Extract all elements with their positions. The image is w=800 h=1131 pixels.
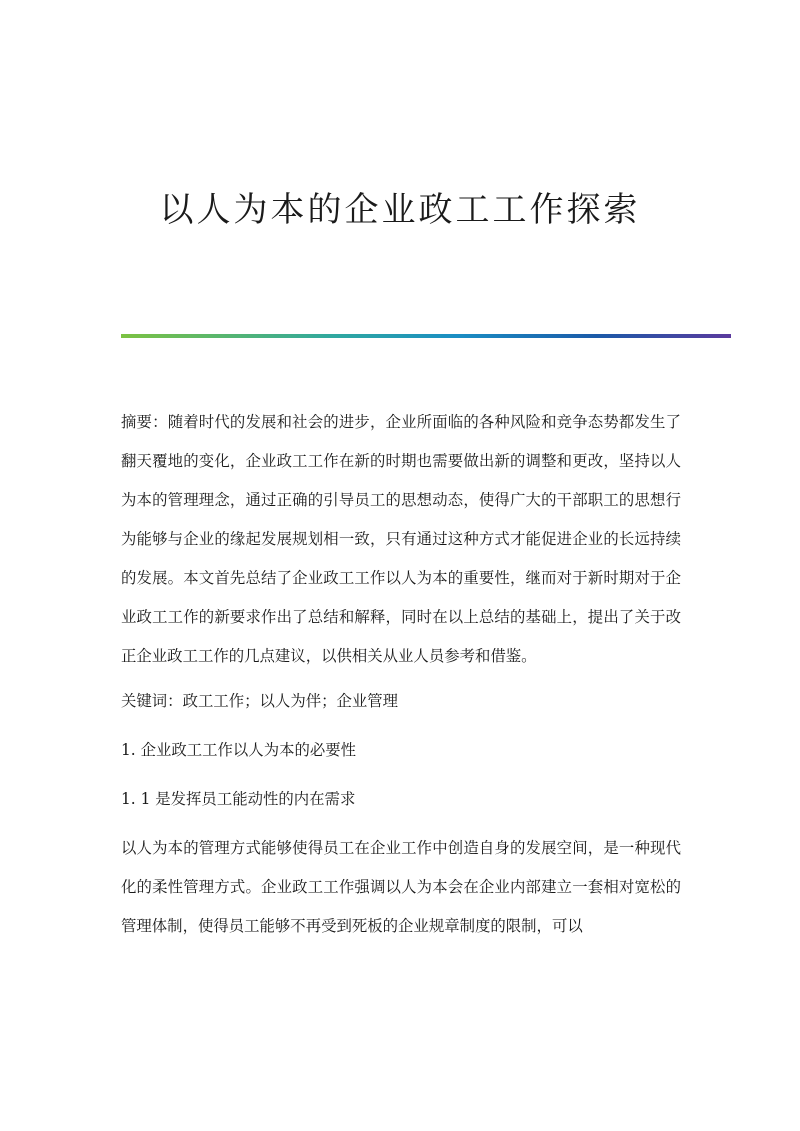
- keywords-label: 关键词：: [121, 692, 183, 710]
- document-body: [121, 403, 681, 946]
- title-divider: [121, 334, 731, 338]
- keywords-text: 政工工作；以人为伴；企业管理: [182, 692, 399, 710]
- section-heading-1: 1. 企业政工工作以人为本的必要性: [121, 741, 357, 759]
- section-1-1-paragraph: 以人为本的管理方式能够使得员工在企业工作中创造自身的发展空间，是一种现代化的柔性管理方式。企业政工工作强调以人为本会在企业内部建立一套相对宽松的管理体制，使得员工能够不再受到死板的企业规章制度的限制，可以: [121, 839, 681, 935]
- abstract-label: 摘要：: [121, 413, 168, 431]
- document-title: 以人为本的企业政工工作探索: [159, 190, 641, 230]
- abstract-text: 随着时代的发展和社会的进步，企业所面临的各种风险和竞争态势都发生了翻天覆地的变化，企业政工工作在新的时期也需要做出新的调整和更改，坚持以人为本的管理理念，通过正确的引导员工的思想动态，使得广大的干部职工的思想行为能够与企业的缘起发展规划相一致，只有通过这种方式才能促进企业的长远持续的发展。本文首先总结了企业政工工作以人为本的重要性，继而对于新时期对于企业政工工作的新要求作出了总结和解释，同时在以上总结的基础上，提出了关于改正企业政工工作的几点建议，以供相关从业人员参考和借鉴。: [121, 413, 681, 665]
- keywords-line: [121, 682, 681, 721]
- abstract-paragraph: [121, 403, 681, 676]
- section-heading-1-1: 1. 1 是发挥员工能动性的内在需求: [121, 790, 356, 808]
